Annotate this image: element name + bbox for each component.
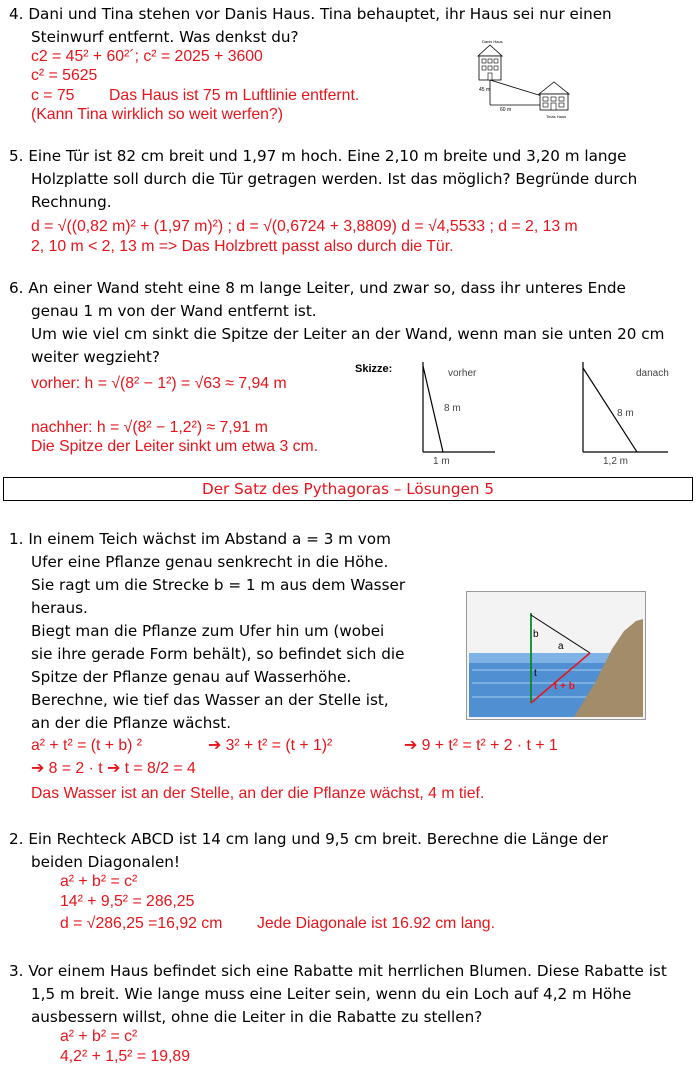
label-danis-haus: Danis Haus	[482, 39, 503, 44]
question-2-solution-2: 14² + 9,5² = 286,25	[60, 893, 195, 910]
problem-4-line-1: 4. Dani und Tina stehen vor Danis Haus. Tina behauptet, ihr Haus sei nur einen	[9, 5, 612, 23]
label-t-plus-b: t + b	[554, 681, 575, 692]
problem-4-solution-1: c2 = 45² + 60²´; c² = 2025 + 3600	[31, 48, 263, 65]
label-vorher: vorher	[448, 368, 477, 379]
question-3-solution-2: 4,2² + 1,5² = 19,89	[60, 1048, 190, 1065]
question-3-line-2: 1,5 m breit. Wie lange muss eine Leiter sein, wenn du ein Loch auf 4,2 m Höhe	[31, 985, 632, 1003]
question-1-line-7: Spitze der Pflanze genau auf Wasserhöhe.	[31, 668, 352, 686]
label-skizze: Skizze:	[355, 363, 393, 375]
problem-6-line-3: Um wie viel cm sinkt die Spitze der Leiter an der Wand, wenn man sie unten 20 cm	[31, 325, 665, 343]
label-60m: 60 m	[500, 107, 512, 113]
section-title: Der Satz des Pythagoras – Lösungen 5	[202, 480, 494, 498]
label-45m: 45 m	[479, 87, 491, 93]
label-tinas-haus: Tinas Haus	[546, 114, 567, 119]
problem-4-solution-2: c² = 5625	[31, 67, 98, 84]
problem-6-solution-1: vorher: h = √(8² − 1²) = √63 ≈ 7,94 m	[31, 375, 287, 392]
question-1-line-9: an der die Pflanze wächst.	[31, 714, 232, 732]
problem-4-solution-3b: Das Haus ist 75 m Luftlinie entfernt.	[109, 87, 360, 104]
problem-6-solution-2: nachher: h = √(8² − 1,2²) ≈ 7,91 m	[31, 419, 268, 436]
label-8m-after: 8 m	[617, 408, 634, 419]
question-1-line-1: 1. In einem Teich wächst im Abstand a = 3 m vom	[9, 530, 391, 548]
problem-5-line-1: 5. Eine Tür ist 82 cm breit und 1,97 m hoch. Eine 2,10 m breite und 3,20 m lange	[9, 147, 627, 165]
question-1-line-6: sie ihre gerade Form behält), so befindet sich die	[31, 645, 405, 663]
question-2-solution-3a: d = √286,25 =16,92 cm	[60, 915, 223, 932]
label-a: a	[558, 641, 564, 652]
question-1-solution-1b: ➔ 3² + t² = (t + 1)²	[208, 737, 333, 754]
problem-4-line-2: Steinwurf entfernt. Was denkst du?	[31, 28, 299, 46]
question-1-solution-1a: a² + t² = (t + b) ²	[31, 737, 143, 754]
ladder-sketch-figure	[350, 356, 680, 468]
label-danach: danach	[636, 368, 669, 379]
houses-figure	[470, 36, 580, 122]
problem-5-line-2: Holzplatte soll durch die Tür getragen werden. Ist das möglich? Begründe durch	[31, 170, 638, 188]
pond-plant-figure	[466, 591, 646, 720]
question-3-solution-1: a² + b² = c²	[60, 1028, 138, 1045]
question-1-line-5: Biegt man die Pflanze zum Ufer hin um (wobei	[31, 622, 385, 640]
label-8m-before: 8 m	[444, 403, 461, 414]
problem-6-line-1: 6. An einer Wand steht eine 8 m lange Leiter, und zwar so, dass ihr unteres Ende	[9, 279, 626, 297]
problem-6-line-2: genau 1 m von der Wand entfernt ist.	[31, 302, 317, 320]
label-1m: 1 m	[433, 456, 450, 467]
question-1-line-3: Sie ragt um die Strecke b = 1 m aus dem Wasser	[31, 576, 406, 594]
question-2-line-2: beiden Diagonalen!	[31, 853, 181, 871]
problem-6-solution-3: Die Spitze der Leiter sinkt um etwa 3 cm.	[31, 438, 319, 455]
problem-5-line-3: Rechnung.	[31, 193, 112, 211]
label-1-2m: 1,2 m	[603, 456, 629, 467]
question-1-line-8: Berechne, wie tief das Wasser an der Stelle ist,	[31, 691, 389, 709]
question-3-line-1: 3. Vor einem Haus befindet sich eine Rabatte mit herrlichen Blumen. Diese Rabatte ist	[9, 962, 667, 980]
problem-6-line-4: weiter wegzieht?	[31, 348, 160, 366]
question-1-solution-2: ➔ 8 = 2 · t ➔ t = 8/2 = 4	[31, 760, 196, 777]
section-title-box	[3, 477, 693, 501]
label-t: t	[534, 668, 537, 679]
problem-5-solution-1: d = √((0,82 m)² + (1,97 m)²) ; d = √(0,6724 + 3,8809) d = √4,5533 ; d = 2, 13 m	[31, 218, 578, 235]
problem-5-solution-2: 2, 10 m < 2, 13 m => Das Holzbrett passt also durch die Tür.	[31, 238, 454, 255]
question-3-line-3: ausbessern willst, ohne die Leiter in die Rabatte zu stellen?	[31, 1008, 483, 1026]
question-2-solution-1: a² + b² = c²	[60, 873, 138, 890]
question-1-line-2: Ufer eine Pflanze genau senkrecht in die Höhe.	[31, 553, 389, 571]
question-2-solution-3b: Jede Diagonale ist 16.92 cm lang.	[257, 915, 495, 932]
question-1-line-4: heraus.	[31, 599, 88, 617]
question-2-line-1: 2. Ein Rechteck ABCD ist 14 cm lang und 9,5 cm breit. Berechne die Länge der	[9, 830, 609, 848]
problem-4-solution-4: (Kann Tina wirklich so weit werfen?)	[31, 106, 283, 123]
label-b: b	[533, 629, 539, 640]
question-1-solution-3: Das Wasser ist an der Stelle, an der die Pflanze wächst, 4 m tief.	[31, 785, 485, 802]
problem-4-solution-3: c = 75	[31, 87, 75, 104]
question-1-solution-1c: ➔ 9 + t² = t² + 2 · t + 1	[404, 737, 558, 754]
